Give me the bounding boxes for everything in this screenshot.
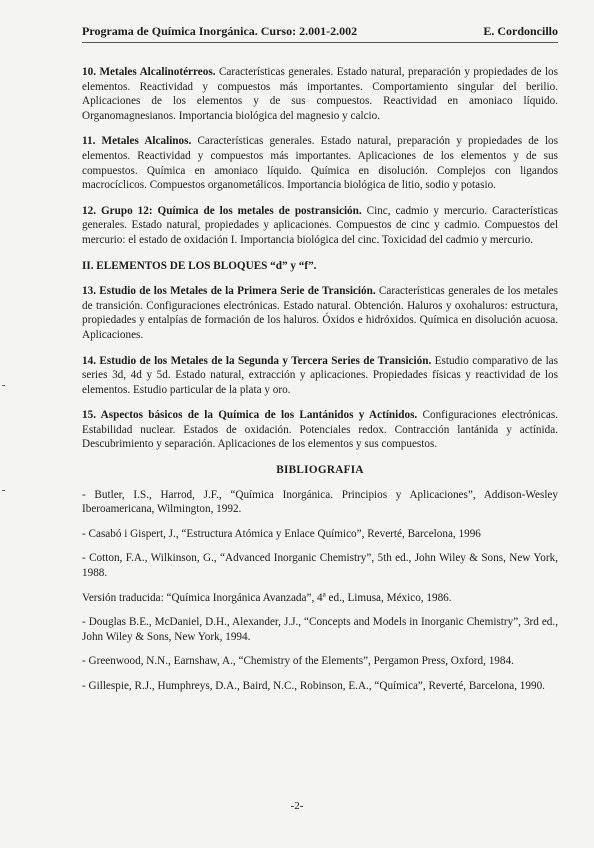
- topic-title: 11. Metales Alcalinos.: [82, 135, 192, 148]
- page-header: [82, 24, 558, 43]
- section-heading: II. ELEMENTOS DE LOS BLOQUES “d” y “f”.: [82, 259, 317, 272]
- topic-paragraph: [82, 134, 558, 192]
- topic-text: Configuraciones electrónicas. Estabilidad nuclear. Estados de oxidación. Potenciales redox. Contracción lantánida y actínida. Descubrimiento y separación. Aplicaciones de los elementos y sus compuestos.: [82, 409, 558, 451]
- bibliography-reference: - Greenwood, N.N., Earnshaw, A., “Chemistry of the Elements”, Pergamon Press, Oxford, 1984.: [82, 655, 514, 668]
- page-number: -2-: [290, 800, 304, 812]
- header-title: Programa de Química Inorgánica. Curso: 2.001-2.002: [82, 24, 358, 38]
- document-body: [82, 65, 558, 704]
- topic-title: 13. Estudio de los Metales de la Primera Serie de Transición.: [82, 285, 376, 298]
- bibliography-reference: Versión traducida: “Química Inorgánica Avanzada”, 4ª ed., Limusa, México, 1986.: [82, 591, 452, 604]
- topic-text: Estudio comparativo de las series 3d, 4d y 5d. Estado natural, extracción y aplicaciones. Propiedades físicas y reactividad de los elementos. Estudio particular de la plata y oro.: [82, 354, 558, 396]
- topic-paragraph: [82, 354, 558, 398]
- topic-text: Características generales de los metales de transición. Configuraciones electrónicas. Estado natural. Obtención. Haluros y oxohaluros: estructura, propiedades y entalpías de formación de los haluros. Óxidos e hidróxidos. Química en disolución acuosa. Aplicaciones.: [82, 285, 558, 341]
- scan-margin-mark: [2, 385, 5, 386]
- header-author: E. Cordoncillo: [483, 24, 558, 38]
- topic-paragraph: [82, 204, 558, 248]
- bibliography-reference: - Cotton, F.A., Wilkinson, G., “Advanced Inorganic Chemistry”, 5th ed., John Wiley & Sons, New York, 1988.: [82, 552, 558, 580]
- bibliography-reference: - Butler, I.S., Harrod, J.F., “Química Inorgánica. Principios y Aplicaciones”, Addison-Wesley Iberoamericana, Wilmington, 1992.: [82, 488, 558, 516]
- scan-margin-mark: [2, 490, 5, 491]
- topic-title: 15. Aspectos básicos de la Química de los Lantánidos y Actínidos.: [82, 409, 418, 422]
- topic-title: 14. Estudio de los Metales de la Segunda y Tercera Series de Transición.: [82, 354, 432, 367]
- topic-text: Cinc, cadmio y mercurio. Características generales. Estado natural, propiedades y aplicaciones. Compuestos de cinc y cadmio. Compuestos del mercurio: el estado de oxidación I. Importancia biológica del cinc. Toxicidad del cadmio y mercurio.: [82, 204, 558, 246]
- topic-paragraph: [82, 408, 558, 452]
- topic-text: Características generales. Estado natural, preparación y propiedades de los elementos. Reactividad y compuestos más importantes. Aplicaciones de los elementos y de sus compuestos. Química en amoniaco líquido. Química en disolución. Complejos con ligandos macrocíclicos. Compuestos organometálicos. Importancia biológica de litio, sodio y potasio.: [82, 135, 558, 192]
- topic-paragraph: [82, 284, 558, 342]
- topic-paragraph: [82, 65, 558, 123]
- topic-title: 10. Metales Alcalinotérreos.: [82, 66, 216, 78]
- bibliography-heading: BIBLIOGRAFIA: [276, 464, 364, 477]
- bibliography-reference: - Douglas B.E., McDaniel, D.H., Alexander, J.J., “Concepts and Models in Inorganic Chemistry”, 3rd ed., John Wiley & Sons, New York, 1994.: [82, 616, 558, 643]
- topic-text: Características generales. Estado natural, preparación y propiedades de los elementos. Reactividad y compuestos más importantes. Comportamiento singular del berilio. Aplicaciones de los elementos y de sus compuestos. Reactividad en amoniaco líquido. Organomagnesianos. Importancia biológica del magnesio y calcio.: [82, 66, 559, 122]
- bibliography-reference: - Casabó i Gispert, J., “Estructura Atómica y Enlace Químico”, Reverté, Barcelona, 1996: [82, 527, 481, 540]
- topic-title: 12. Grupo 12: Química de los metales de postransición.: [82, 204, 362, 217]
- bibliography-reference: - Gillespie, R.J., Humphreys, D.A., Baird, N.C., Robinson, E.A., “Química”, Reverté, Barcelona, 1990.: [82, 680, 545, 692]
